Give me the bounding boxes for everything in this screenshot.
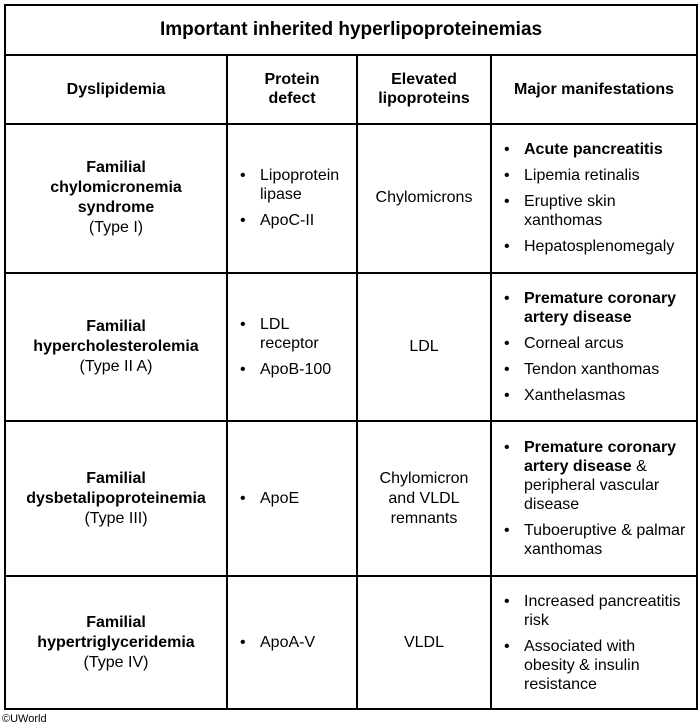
- protein-defect-cell: [227, 124, 357, 273]
- dyslipidemia-cell: [5, 273, 227, 422]
- protein-list: [228, 489, 356, 508]
- manifestation-text: Tendon xanthomas: [524, 360, 660, 378]
- dyslipidemia-name-line: Familial: [86, 469, 146, 487]
- header-protein-line1: Protein: [264, 71, 320, 89]
- manifestation-text: Increased pancreatitis risk: [524, 592, 681, 629]
- lipoprotein-line: and VLDL: [388, 489, 460, 507]
- lipoprotein-line: LDL: [409, 337, 439, 355]
- manifestations-cell: [491, 576, 697, 709]
- header-elevated-line1: Elevated: [391, 71, 457, 89]
- manifestation-list: [492, 592, 696, 694]
- dyslipidemia-name-line: hypercholesterolemia: [33, 337, 199, 355]
- dyslipidemia-name-line: Familial: [86, 317, 146, 335]
- manifestation-list: [492, 140, 696, 256]
- lipoprotein-line: VLDL: [403, 633, 445, 651]
- manifestation-bold: Premature coronary artery disease: [524, 289, 677, 326]
- protein-list: [228, 166, 356, 230]
- manifestation-text: Corneal arcus: [524, 334, 624, 352]
- manifestation-item: [502, 192, 690, 230]
- dyslipidemia-name-line: dysbetalipoproteinemia: [26, 489, 206, 507]
- dyslipidemia-name-line: syndrome: [77, 199, 155, 217]
- manifestation-item: [502, 334, 690, 353]
- manifestation-bold: Acute pancreatitis: [524, 141, 663, 159]
- table-row: [5, 124, 697, 273]
- manifestation-item: [502, 637, 690, 694]
- manifestation-text: Tuboeruptive & palmar xanthomas: [524, 522, 686, 559]
- protein-defect-cell: [227, 576, 357, 709]
- protein-item: • LDL receptor: [238, 315, 350, 353]
- dyslipidemia-type: (Type III): [84, 509, 148, 527]
- manifestation-text: Associated with obesity & insulin resistance: [524, 637, 640, 693]
- lipoprotein-cell: [357, 124, 491, 273]
- header-major-manifestations: Major manifestations: [491, 55, 697, 123]
- protein-item: • Lipoprotein lipase: [238, 166, 350, 204]
- copyright-notice: ©UWorld: [2, 713, 47, 725]
- dyslipidemia-type: (Type I): [88, 219, 144, 237]
- manifestation-text: Xanthelasmas: [524, 386, 626, 404]
- header-elevated-lipoproteins: [357, 55, 491, 123]
- dyslipidemia-type: (Type IV): [83, 653, 149, 671]
- table-row: [5, 576, 697, 709]
- protein-defect-cell: [227, 273, 357, 422]
- manifestation-text: & peripheral vascular disease: [524, 458, 660, 514]
- table-row: [5, 421, 697, 576]
- header-elevated-line2: lipoproteins: [378, 90, 470, 108]
- protein-item: • ApoA-V: [238, 633, 350, 652]
- lipoprotein-line: remnants: [390, 509, 458, 527]
- manifestation-item: [502, 140, 690, 159]
- lipoprotein-cell: [357, 273, 491, 422]
- manifestation-list: [492, 289, 696, 405]
- protein-defect-cell: [227, 421, 357, 576]
- manifestation-item: [502, 166, 690, 185]
- dyslipidemia-cell: [5, 421, 227, 576]
- protein-list: [228, 633, 356, 652]
- dyslipidemia-type: (Type II A): [79, 357, 153, 375]
- protein-item: • ApoC-II: [238, 211, 350, 230]
- header-dyslipidemia: Dyslipidemia: [5, 55, 227, 123]
- manifestation-list: [492, 438, 696, 559]
- header-protein-line2: defect: [268, 90, 316, 108]
- lipoprotein-cell: [357, 421, 491, 576]
- manifestation-item: [502, 386, 690, 405]
- protein-list: [228, 315, 356, 379]
- manifestation-text: Lipemia retinalis: [524, 167, 640, 185]
- dyslipidemia-name-line: hypertriglyceridemia: [37, 633, 195, 651]
- manifestation-text: Eruptive skin xanthomas: [524, 193, 616, 230]
- table-title: Important inherited hyperlipoproteinemias: [5, 5, 697, 55]
- hyperlipoproteinemia-table: [4, 4, 698, 710]
- manifestation-item: [502, 592, 690, 630]
- dyslipidemia-cell: [5, 124, 227, 273]
- lipoprotein-cell: [357, 576, 491, 709]
- table-row: [5, 273, 697, 422]
- manifestation-item: [502, 438, 690, 514]
- dyslipidemia-cell: [5, 576, 227, 709]
- dyslipidemia-name-line: chylomicronemia: [50, 179, 182, 197]
- manifestations-cell: [491, 421, 697, 576]
- protein-item: • ApoE: [238, 489, 350, 508]
- manifestations-cell: [491, 124, 697, 273]
- manifestations-cell: [491, 273, 697, 422]
- manifestation-text: Hepatosplenomegaly: [524, 238, 675, 256]
- manifestation-item: [502, 289, 690, 327]
- manifestation-item: [502, 360, 690, 379]
- lipoprotein-line: Chylomicrons: [375, 189, 473, 207]
- manifestation-item: [502, 521, 690, 559]
- dyslipidemia-name-line: Familial: [86, 613, 146, 631]
- header-protein-defect: [227, 55, 357, 123]
- lipoprotein-line: Chylomicron: [379, 469, 469, 487]
- dyslipidemia-name-line: Familial: [86, 159, 146, 177]
- manifestation-item: [502, 237, 690, 256]
- protein-item: • ApoB-100: [238, 360, 350, 379]
- header-row: [5, 55, 697, 123]
- manifestation-bold: Premature coronary artery disease: [524, 439, 677, 476]
